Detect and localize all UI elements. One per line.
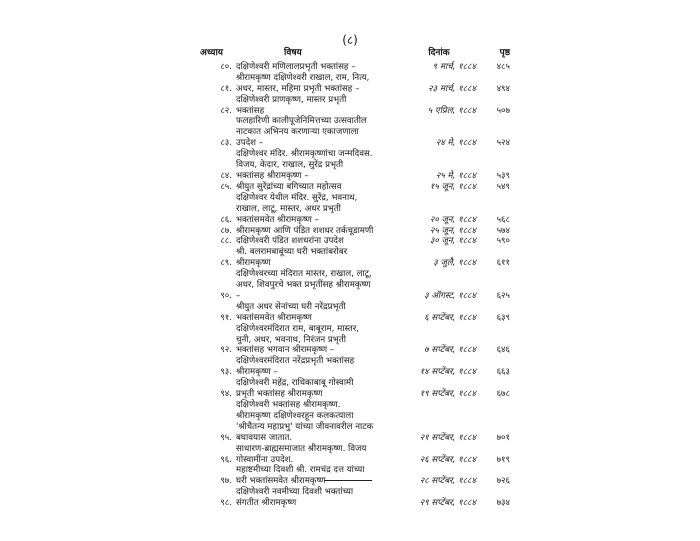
chapter-subject: श्रीरामकृष्ण दक्षिणेश्वरी राखाल, राम, नित्य, अधर, मास्तर, महिमा प्रभृती भक्तांसह – <box>236 72 370 94</box>
chapter-number: ९४. <box>220 389 232 400</box>
chapter-subject: फलहारिणी कालीपूजेनिमित्तच्या उत्सवातील नाटकात अभिनय करणाऱ्या एकाजणाला उपदेश – <box>236 116 367 149</box>
chapter-number: ८४. <box>220 170 232 181</box>
chapter-subject: दक्षिणेश्वरी महेंद्र, राधिकाबाबू गोस्वामी प्रभृती भक्तांसह श्रीरामकृष्ण <box>236 378 354 400</box>
chapter-subject: दक्षिणेश्वरी मणिलालप्रभृती भक्तांसह – <box>236 61 356 72</box>
chapter-page: ६६३ <box>496 367 510 378</box>
chapter-page: ४९४ <box>496 83 510 94</box>
toc-row <box>200 444 510 466</box>
chapter-date: १५ जून, १८८४ <box>429 181 476 192</box>
chapter-subject: दक्षिणेश्वर येथील मंदिर. सुरेंद्र, भवनाथ, राखाल, लाटू, मास्तर, अधर प्रभृती भक्तांसमवेत श्रीरामकृष्ण – <box>236 192 358 225</box>
chapter-subject: दक्षिणेश्वरच्या मंदिरात मास्तर, राखाल, लाटू, अधर, शिवपुरचे भक्त प्रभृतींसह श्रीरामकृष्ण – <box>236 269 372 301</box>
chapter-page: ६७८ <box>496 389 510 400</box>
chapter-number: ८५. <box>220 181 232 192</box>
chapter-subject: दक्षिणेश्वर मंदिर. श्रीरामकृष्णांचा जन्मदिवस. विजय, केदार, राखाल, सुरेंद्र प्रभृती भक्तांसह श्रीरामकृष्ण – <box>236 149 373 181</box>
page-column-header: पृष्ठ <box>499 48 510 58</box>
chapter-page: ६११ <box>496 258 510 269</box>
chapter-page: ७३४ <box>496 498 510 509</box>
chapter-column-header: अध्याय <box>200 48 224 58</box>
chapter-date: २१ सप्टेंबर, १८८४ <box>419 432 476 443</box>
toc-row <box>200 95 510 117</box>
chapter-subject: दक्षिणेश्वरमंदिरात राम, बाबूराम, मास्तर, चुनी, अधर, भवनाथ, निरंजन प्रभृती भक्तांसह भगवान श्रीरामकृष्ण – <box>236 323 359 356</box>
toc-row <box>200 487 510 509</box>
toc-row <box>200 356 510 378</box>
chapter-page: ५९० <box>496 236 510 247</box>
chapter-date: १९ सप्टेंबर, १८८४ <box>419 389 476 400</box>
end-divider <box>324 480 372 481</box>
chapter-number: ८९. <box>220 258 232 269</box>
chapter-page: ५४९ <box>496 181 510 192</box>
chapter-date: २३ मार्च, १८८४ <box>428 83 476 94</box>
toc-row <box>200 182 510 193</box>
chapter-subject: दक्षिणेश्वरी पंडित शशधरांना उपदेश <box>236 236 344 247</box>
chapter-subject: दक्षिणेश्वरी प्राणकृष्ण, मास्तर प्रभृती भक्तांसह <box>236 94 347 116</box>
chapter-number: ९८. <box>220 498 232 509</box>
toc-row <box>200 324 510 357</box>
chapter-page: ६४६ <box>496 345 510 356</box>
toc-row <box>200 62 510 73</box>
chapter-page: ७२६ <box>496 476 510 487</box>
chapter-date: ५ एप्रिल, १८८४ <box>427 105 476 116</box>
chapter-number: ८७. <box>220 225 232 236</box>
chapter-date: ३ ऑगस्ट, १८८४ <box>424 290 476 301</box>
chapter-subject: दक्षिणेश्वरी भक्तांसह श्रीरामकृष्ण. श्रीरामकृष्ण दक्षिणेश्वरहून कलकत्याला 'श्रीचैतन्य महाप्रभु' यांच्या जीवनावरील नाटक बघावयास जातात. <box>236 400 374 443</box>
chapter-number: ९७. <box>220 476 232 487</box>
chapter-subject: श्रीयुत अधर सेनांच्या घरी नरेंद्रप्रभृती भक्तांसमवेत श्रीरामकृष्ण <box>236 301 346 323</box>
chapter-subject: श्रीयुत सुरेंद्रांच्या बगिच्यात महोत्सव <box>236 181 342 192</box>
chapter-date: ९ मार्च, १८८४ <box>432 61 476 72</box>
chapter-date: २६ सप्टेंबर, १८८४ <box>419 454 476 465</box>
date-column-header: दिनांक <box>428 48 450 58</box>
chapter-page: ५०७ <box>496 105 510 116</box>
chapter-number: ८६. <box>220 214 232 225</box>
chapter-page: ७१९ <box>496 454 510 465</box>
toc-row <box>200 116 510 149</box>
chapter-page: ५३९ <box>496 170 510 181</box>
toc-row <box>200 400 510 444</box>
chapter-page: ६३९ <box>496 312 510 323</box>
toc-row <box>200 226 510 237</box>
chapter-number: ९५. <box>220 432 232 443</box>
chapter-number: ९१. <box>220 312 232 323</box>
chapter-number: ८८. <box>220 236 232 247</box>
chapter-page: ४८५ <box>496 61 510 72</box>
toc-row <box>200 302 510 324</box>
chapter-page: ५६८ <box>496 214 510 225</box>
chapter-date: ६ सप्टेंबर, १८८४ <box>424 312 476 323</box>
chapter-subject: साधारण-ब्राह्मसमाजात श्रीरामकृष्ण. विजय गोस्वामींना उपदेश. <box>236 443 367 465</box>
chapter-subject: दक्षिणेश्वरमंदिरात नरेंद्रप्रभृती भक्तांसह श्रीरामकृष्ण – <box>236 356 355 378</box>
chapter-date: २५ जून, १८८४ <box>429 225 476 236</box>
toc-row <box>200 465 510 487</box>
chapter-subject: दक्षिणेश्वरी नवमीच्या दिवशी भक्तांच्या संगतीत श्रीरामकृष्ण <box>236 487 354 509</box>
chapter-date: २४ मे, १८८४ <box>435 138 476 149</box>
toc-row <box>200 193 510 226</box>
chapter-date: २८ सप्टेंबर, १८८४ <box>419 476 476 487</box>
chapter-page: ५७४ <box>496 225 510 236</box>
chapter-number: ८१. <box>220 83 232 94</box>
chapter-number: ८३. <box>220 138 232 149</box>
page-number: (८) <box>342 33 358 47</box>
chapter-subject: महाष्टमीच्या दिवशी श्री. रामचंद्र दत्त यांच्या घरी भक्तांसमवेत श्रीरामकृष्ण <box>236 465 365 487</box>
chapter-number: ९३. <box>220 367 232 378</box>
toc-row <box>200 247 510 269</box>
chapter-number: ८०. <box>220 61 232 72</box>
table-of-contents <box>200 48 510 509</box>
toc-header-row <box>200 48 510 59</box>
chapter-date: १४ सप्टेंबर, १८८४ <box>419 367 476 378</box>
toc-row <box>200 149 510 182</box>
toc-row <box>200 378 510 400</box>
chapter-date: ३ जुलै, १८८४ <box>433 258 476 269</box>
chapter-number: ९२. <box>220 345 232 356</box>
chapter-page: ६२५ <box>496 290 510 301</box>
chapter-date: ७ सप्टेंबर, १८८४ <box>424 345 476 356</box>
chapter-date: २९ सप्टेंबर, १८८४ <box>419 498 476 509</box>
chapter-number: ९०. <box>220 290 232 301</box>
chapter-number: ९६. <box>220 454 232 465</box>
chapter-subject: श्रीरामकृष्ण आणि पंडित शशधर तर्कचूडामणी <box>236 225 374 236</box>
chapter-date: ३० जून, १८८४ <box>429 236 476 247</box>
chapter-number: ८२. <box>220 105 232 116</box>
subject-column-header: विषय <box>284 48 302 58</box>
toc-row <box>200 269 510 302</box>
toc-row <box>200 73 510 95</box>
chapter-subject: श्री. बलरामबाबूंच्या घरी भक्तांबरोबर श्रीरामकृष्ण <box>236 247 348 269</box>
toc-body <box>200 62 510 509</box>
chapter-page: ७०१ <box>496 432 510 443</box>
toc-row <box>200 236 510 247</box>
chapter-page: ५२४ <box>496 138 510 149</box>
chapter-date: २० जून, १८८४ <box>429 214 476 225</box>
chapter-date: २५ मे, १८८४ <box>435 170 476 181</box>
